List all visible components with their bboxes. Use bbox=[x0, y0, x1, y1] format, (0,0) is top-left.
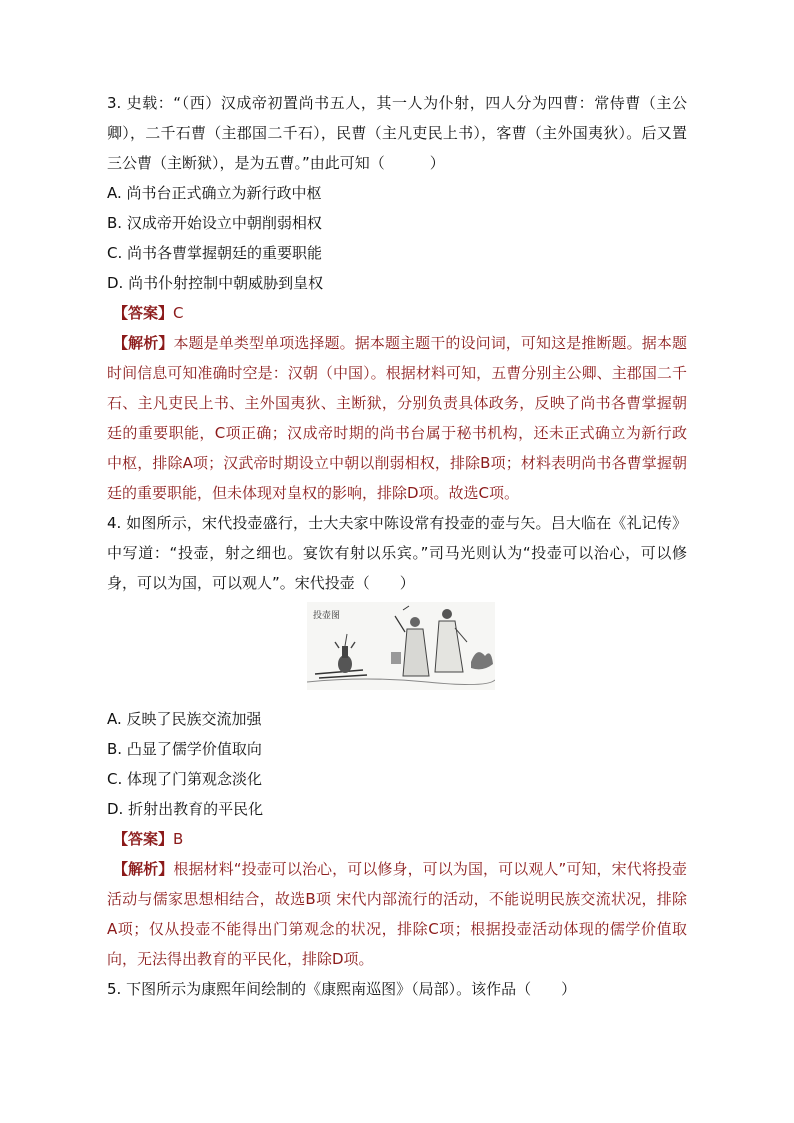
analysis-text: 本题是单类型单项选择题。据本题主题干的设问词，可知这是推断题。据本题时间信息可知准确时空是：汉朝（中国）。根据材料可知，五曹分别主公卿、主郡国二千石、主凡吏民上书、主外国夷狄、主断狱，分别负责具体政务，反映了尚书各曹掌握朝廷的重要职能，C项正确；汉成帝时期的尚书台属于秘书机构，还未正式确立为新行政中枢，排除A项；汉武帝时期设立中朝以削弱相权，排除B项；材料表明尚书各曹掌握朝廷的重要职能，但未体现对皇权的影响，排除D项。故选C项。 bbox=[107, 334, 687, 502]
answer-tag: 【答案】 bbox=[113, 304, 174, 322]
question-4-figure-wrap bbox=[107, 602, 687, 698]
question-3-stem: 3. 史载：“（西）汉成帝初置尚书五人，其一人为仆射，四人分为四曹：常侍曹（主公卿），二千石曹（主郡国二千石），民曹（主凡吏民上书），客曹（主外国夷狄）。后又置三公曹（主断狱），是为五曹。”由此可知（ ） bbox=[107, 94, 687, 172]
answer-tag: 【答案】 bbox=[113, 830, 174, 848]
question-4-stem: 4. 如图所示，宋代投壶盛行，士大夫家中陈设常有投壶的壶与矢。吕大临在《礼记传》中写道：“投壶，射之细也。宴饮有射以乐宾。”司马光则认为“投壶可以治心，可以修身，可以为国，可以观人”。宋代投壶（ ） bbox=[107, 514, 687, 592]
question-3-analysis bbox=[107, 328, 687, 508]
answer-value: B bbox=[173, 830, 184, 848]
question-4-option-d: D. 折射出教育的平民化 bbox=[107, 800, 264, 818]
touhu-drawing bbox=[307, 602, 495, 690]
question-3-option-b: B. 汉成帝开始设立中朝削弱相权 bbox=[107, 214, 322, 232]
question-4-option-c: C. 体现了门第观念淡化 bbox=[107, 770, 263, 788]
analysis-tag: 【解析】 bbox=[113, 860, 174, 878]
figure-caption: 投壶图 bbox=[313, 611, 341, 621]
question-4-option-a: A. 反映了民族交流加强 bbox=[107, 710, 262, 728]
analysis-text: 根据材料“投壶可以治心，可以修身，可以为国，可以观人”可知，宋代将投壶活动与儒家思想相结合，故选B项 宋代内部流行的活动，不能说明民族交流状况，排除A项；仅从投壶不能得出门第观念的状况，排除C项；根据投壶活动体现的儒学价值取向，无法得出教育的平民化，排除D项。 bbox=[107, 860, 687, 968]
question-3-option-a: A. 尚书台正式确立为新行政中枢 bbox=[107, 184, 322, 202]
question-4-analysis bbox=[107, 854, 687, 974]
question-4-answer bbox=[107, 824, 687, 854]
answer-value: C bbox=[173, 304, 184, 322]
page-content bbox=[107, 88, 687, 1004]
analysis-tag: 【解析】 bbox=[113, 334, 174, 352]
question-3-option-d: D. 尚书仆射控制中朝威胁到皇权 bbox=[107, 274, 324, 292]
question-3-option-c: C. 尚书各曹掌握朝廷的重要职能 bbox=[107, 244, 323, 262]
question-3-answer bbox=[107, 298, 687, 328]
touhu-illustration bbox=[307, 602, 495, 690]
question-5-stem: 5. 下图所示为康熙年间绘制的《康熙南巡图》（局部）。该作品（ ） bbox=[107, 980, 577, 998]
question-4-option-b: B. 凸显了儒学价值取向 bbox=[107, 740, 262, 758]
